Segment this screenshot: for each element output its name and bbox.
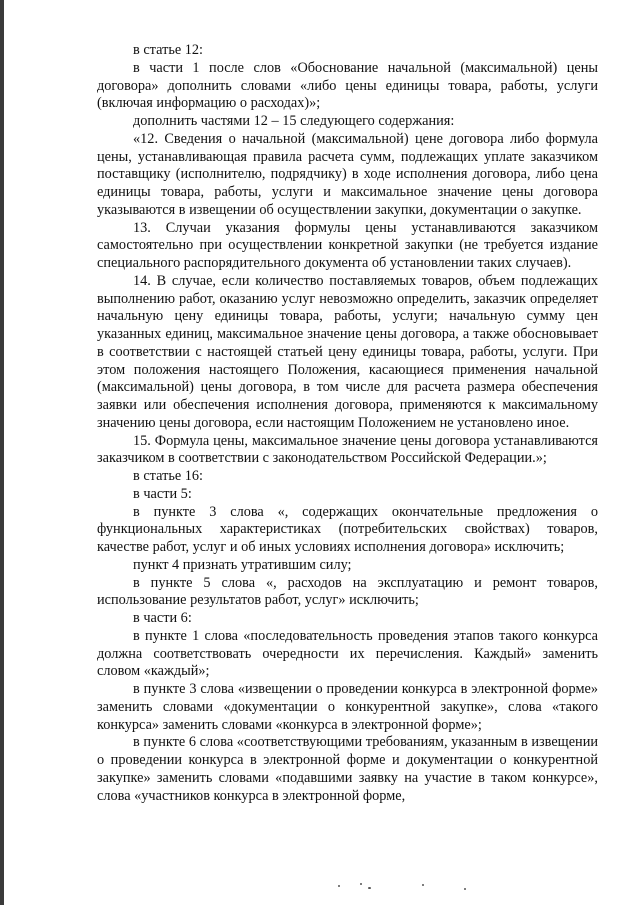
paragraph-item-6-part-6: в пункте 6 слова «соответствующими требованиям, указанным в извещении о проведении конкурса в электронной форме и документации о конкурентной закупке» заменить словами «подавшими заявку на участие в таком конкурсе», слова «участников конкурса в электронной форме, bbox=[97, 734, 598, 804]
paragraph-part-14: 14. В случае, если количество поставляемых товаров, объем подлежащих выполнению работ, оказанию услуг невозможно определить, заказчик определяет начальную цену единицы товара, работы, услуги; начальную сумму цен указанных единиц, максимальное значение цены договора, а также обосновывает в соответствии с настоящей статьей цену единицы товара, работы, услуги. При этом положения настоящего Положения, касающиеся применения начальной (максимальной) цены договора, в том числе для расчета размера обеспечения заявки или обеспечения исполнения договора, применяются к максимальному значению цены договора, если настоящим Положением не установлено иное. bbox=[97, 272, 598, 431]
paragraph-part-1-amendment: в части 1 после слов «Обоснование начальной (максимальной) цены договора» дополнить словами «либо цены единицы товара, работы, услуги (включая информацию о расходах)»; bbox=[97, 59, 598, 112]
paragraph-part-12: «12. Сведения о начальной (максимальной) цене договора либо формула цены, устанавливающая правила расчета сумм, подлежащих уплате заказчиком поставщику (исполнителю, подрядчику) в ходе исполнения договора, либо цена единицы товара, работы, услуги и максимальное значение цены договора указываются в извещении об осуществлении закупки, документации о закупке. bbox=[97, 130, 598, 218]
paragraph-item-1-part-6: в пункте 1 слова «последовательность проведения этапов такого конкурса должна соответствовать очередности их перечисления. Каждый» заменить словом «каждый»; bbox=[97, 627, 598, 680]
paragraph-item-3-part-5: в пункте 3 слова «, содержащих окончательные предложения о функциональных характеристиках (потребительских свойствах) товаров, качестве работ, услуг и об иных условиях исполнения договора» исключить; bbox=[97, 503, 598, 555]
scan-left-edge bbox=[0, 0, 4, 905]
paragraph-item-4-part-5: пункт 4 признать утратившим силу; bbox=[133, 556, 352, 573]
paragraph-part-15: 15. Формула цены, максимальное значение цены договора устанавливаются заказчиком в соответствии с законодательством Российской Федерации.»; bbox=[97, 432, 598, 467]
paragraph-item-3-part-6: в пункте 3 слова «извещении о проведении конкурса в электронной форме» заменить словами «документации о конкурентной закупке», слова «такого конкурса» заменить словами «конкурса в электронной форме»; bbox=[97, 681, 598, 733]
document-body bbox=[97, 42, 598, 805]
paragraph-part-13: 13. Случаи указания формулы цены устанавливаются заказчиком самостоятельно при осуществлении конкретной закупки (не требуется издание специального распорядительного документа об установлении таких случаев). bbox=[97, 219, 598, 271]
paragraph-article-16: в статье 16: bbox=[133, 468, 204, 484]
paragraph-add-parts: дополнить частями 12 – 15 следующего содержания: bbox=[133, 113, 455, 129]
paragraph-part-5: в части 5: bbox=[133, 485, 192, 502]
paragraph-article-12: в статье 12: bbox=[133, 42, 204, 58]
paragraph-part-6: в части 6: bbox=[133, 610, 192, 626]
paragraph-item-5-part-5: в пункте 5 слова «, расходов на эксплуатацию и ремонт товаров, использование результатов работ, услуг» исключить; bbox=[97, 574, 598, 609]
scan-noise-marks bbox=[338, 879, 468, 893]
